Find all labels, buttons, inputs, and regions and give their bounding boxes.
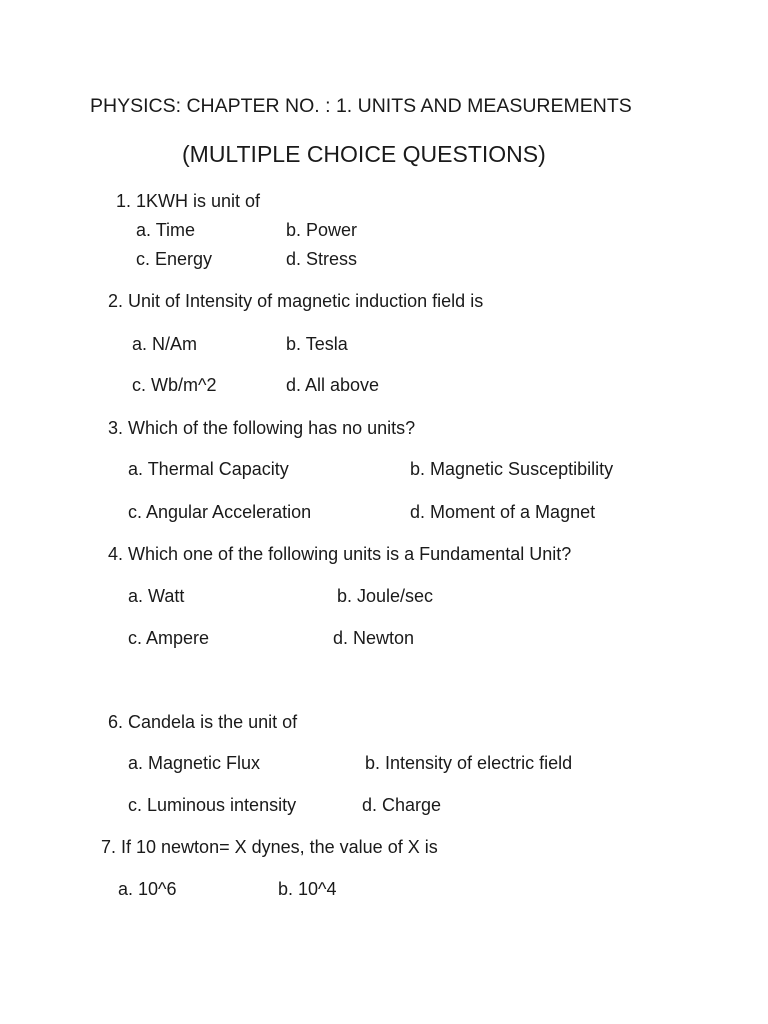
option-d: d. All above [286, 375, 380, 395]
option-b: b. Power [286, 220, 358, 240]
option-b: b. Tesla [286, 334, 348, 354]
question-text: 3. Which of the following has no units? [108, 418, 416, 438]
question-text: 1KWH is unit of [136, 191, 261, 211]
option-d: d. Newton [333, 628, 415, 648]
option-b: b. Joule/sec [337, 586, 434, 606]
option-c: c. Wb/m^2 [132, 375, 217, 395]
page-title: PHYSICS: CHAPTER NO. : 1. UNITS AND MEASUREMENTS [90, 95, 632, 117]
question-text: 6. Candela is the unit of [108, 712, 298, 732]
option-c: c. Angular Acceleration [128, 502, 312, 522]
option-a: a. 10^6 [118, 879, 177, 899]
option-d: d. Charge [362, 795, 442, 815]
question-text: 4. Which one of the following units is a Fundamental Unit? [108, 544, 572, 564]
option-a: a. Watt [128, 586, 185, 606]
option-d: d. Stress [286, 249, 358, 269]
option-b: b. Magnetic Susceptibility [410, 459, 614, 479]
question-number: 1. [116, 191, 132, 211]
option-b: b. Intensity of electric field [365, 753, 573, 773]
question-text: 7. If 10 newton= X dynes, the value of X is [101, 837, 438, 857]
option-d: d. Moment of a Magnet [410, 502, 596, 522]
option-a: a. Time [136, 220, 196, 240]
option-a: a. N/Am [132, 334, 198, 354]
option-a: a. Thermal Capacity [128, 459, 289, 479]
option-b: b. 10^4 [278, 879, 337, 899]
option-c: c. Ampere [128, 628, 210, 648]
option-c: c. Energy [136, 249, 213, 269]
page-subtitle: (MULTIPLE CHOICE QUESTIONS) [182, 141, 546, 167]
option-a: a. Magnetic Flux [128, 753, 261, 773]
option-c: c. Luminous intensity [128, 795, 297, 815]
question-text: 2. Unit of Intensity of magnetic induction field is [108, 291, 484, 311]
